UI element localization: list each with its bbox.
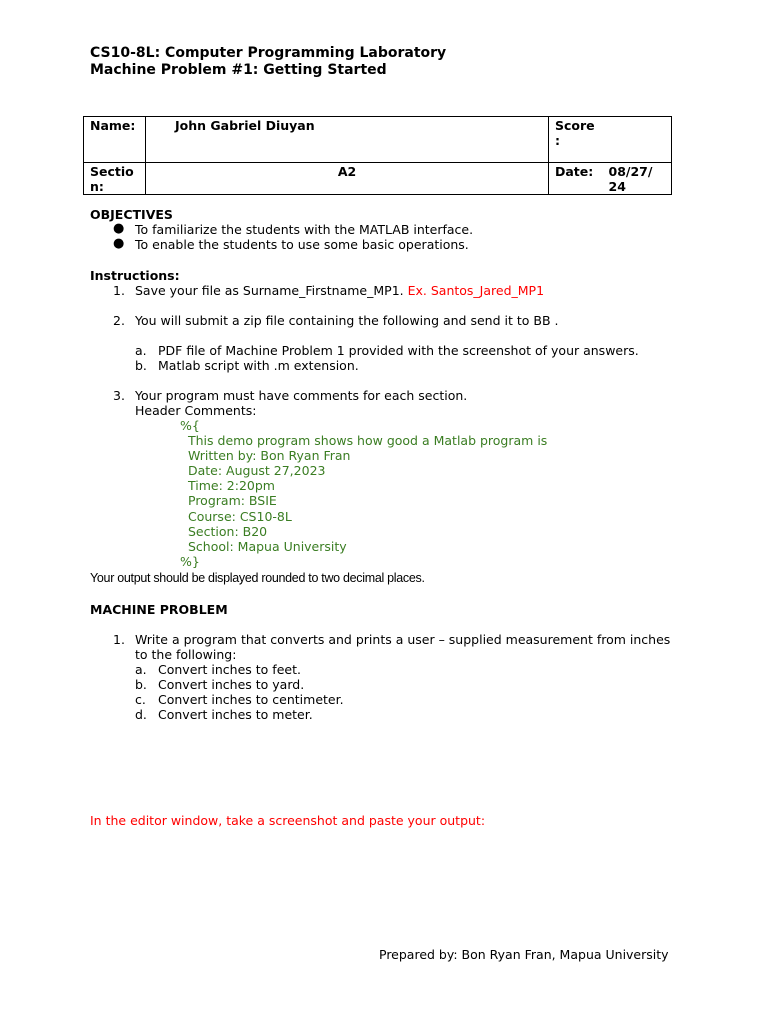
objectives-heading: OBJECTIVES bbox=[90, 207, 173, 222]
date-value: 08/27/ bbox=[608, 164, 653, 179]
course-title: CS10-8L: Computer Programming Laboratory bbox=[90, 45, 447, 61]
comment-line: Written by: Bon Ryan Fran bbox=[188, 448, 351, 463]
comment-line: Section: B20 bbox=[188, 524, 268, 539]
comment-line: Time: 2:20pm bbox=[188, 478, 275, 493]
sub-label: b. bbox=[135, 677, 147, 692]
output-note: Your output should be displayed rounded to two decimal places. bbox=[90, 571, 425, 585]
score-cell bbox=[549, 117, 672, 163]
comment-line: Program: BSIE bbox=[188, 493, 277, 508]
section-value-cell bbox=[146, 163, 549, 195]
bullet-icon: ● bbox=[113, 236, 125, 251]
name-value-cell bbox=[146, 117, 549, 163]
mp-subitem: Convert inches to meter. bbox=[158, 707, 313, 722]
name-value: John Gabriel Diuyan bbox=[175, 118, 315, 133]
sub-label: b. bbox=[135, 358, 147, 373]
section-label-cont: n: bbox=[90, 179, 104, 194]
score-label: Score bbox=[555, 118, 595, 133]
step2-sub-b: Matlab script with .m extension. bbox=[158, 358, 359, 373]
mp-subitem: Convert inches to feet. bbox=[158, 662, 301, 677]
section-label-cell bbox=[84, 163, 146, 195]
name-label-cell bbox=[84, 117, 146, 163]
section-value: A2 bbox=[337, 164, 357, 179]
mp-item-text: Write a program that converts and prints a user – supplied measurement from inches bbox=[135, 632, 671, 647]
machine-problem-heading: MACHINE PROBLEM bbox=[90, 602, 228, 617]
score-label-colon: : bbox=[555, 133, 560, 148]
header-comments-label: Header Comments: bbox=[135, 403, 257, 418]
date-label-cell bbox=[549, 163, 607, 195]
comment-line: School: Mapua University bbox=[188, 539, 347, 554]
date-label: Date: bbox=[555, 164, 594, 179]
step2-sub-a: PDF file of Machine Problem 1 provided with the screenshot of your answers. bbox=[158, 343, 639, 358]
sub-label: c. bbox=[135, 692, 146, 707]
sub-label: a. bbox=[135, 662, 147, 677]
screenshot-note: In the editor window, take a screenshot and paste your output: bbox=[90, 813, 486, 828]
step1-text: Save your file as Surname_Firstname_MP1. bbox=[135, 283, 404, 298]
comment-open: %{ bbox=[180, 418, 200, 433]
section-label: Sectio bbox=[90, 164, 134, 179]
objective-item: To enable the students to use some basic operations. bbox=[135, 237, 469, 252]
mp-item-text-cont: to the following: bbox=[135, 647, 237, 662]
step3-text: Your program must have comments for each section. bbox=[135, 388, 468, 403]
step-number: 1. bbox=[113, 632, 125, 647]
prepared-by: Prepared by: Bon Ryan Fran, Mapua University bbox=[379, 947, 669, 962]
instructions-heading: Instructions: bbox=[90, 268, 180, 283]
sub-label: a. bbox=[135, 343, 147, 358]
comment-line: Date: August 27,2023 bbox=[188, 463, 326, 478]
problem-title: Machine Problem #1: Getting Started bbox=[90, 62, 387, 78]
comment-line: Course: CS10-8L bbox=[188, 509, 292, 524]
student-info-table bbox=[83, 116, 672, 195]
step-number: 1. bbox=[113, 283, 125, 298]
name-label: Name: bbox=[90, 118, 136, 133]
sub-label: d. bbox=[135, 707, 147, 722]
step2-text: You will submit a zip file containing the following and send it to BB . bbox=[135, 313, 559, 328]
mp-subitem: Convert inches to yard. bbox=[158, 677, 305, 692]
bullet-icon: ● bbox=[113, 221, 125, 236]
comment-close: %} bbox=[180, 554, 200, 569]
step-number: 3. bbox=[113, 388, 125, 403]
date-value-cont: 24 bbox=[608, 179, 626, 194]
step-number: 2. bbox=[113, 313, 125, 328]
date-value-cell bbox=[607, 163, 672, 195]
objective-item: To familiarize the students with the MATLAB interface. bbox=[135, 222, 474, 237]
mp-subitem: Convert inches to centimeter. bbox=[158, 692, 344, 707]
step1-example: Ex. Santos_Jared_MP1 bbox=[407, 283, 545, 298]
step1-line bbox=[135, 283, 544, 298]
comment-line: This demo program shows how good a Matlab program is bbox=[188, 433, 548, 448]
